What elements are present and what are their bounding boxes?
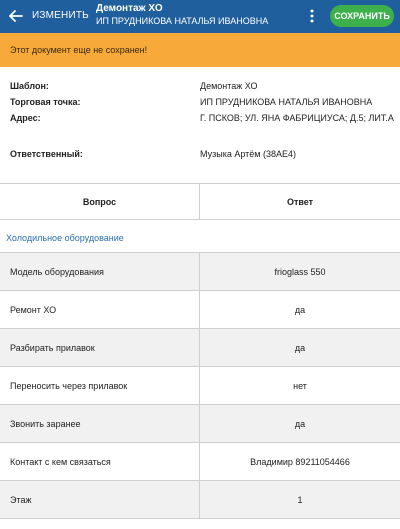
table-row[interactable] — [0, 405, 400, 443]
back-button[interactable] — [4, 4, 28, 28]
section-title: Холодильное оборудование — [6, 233, 124, 243]
info-value: ИП ПРУДНИКОВА НАТАЛЬЯ ИВАНОВНА — [200, 97, 373, 107]
info-value: Г. ПСКОВ; УЛ. ЯНА ФАБРИЦИУСА; Д.5; ЛИТ.А — [200, 113, 394, 123]
more-menu-button[interactable] — [306, 6, 318, 26]
question-cell: Разбирать прилавок — [0, 329, 200, 366]
warning-text: Этот документ еще не сохранен! — [10, 45, 148, 55]
question-cell: Ремонт ХО — [0, 291, 200, 328]
document-info — [0, 67, 400, 183]
answer-cell[interactable]: 1 — [297, 494, 303, 505]
header-answer: Ответ — [286, 197, 314, 207]
table-row[interactable] — [0, 291, 400, 329]
info-label: Ответственный: — [10, 149, 83, 159]
info-label: Шаблон: — [10, 81, 49, 91]
more-vertical-icon — [310, 9, 314, 23]
info-label: Адрес: — [10, 113, 41, 123]
table-row[interactable] — [0, 481, 400, 519]
table-row[interactable] — [0, 367, 400, 405]
page-title: Демонтаж ХО — [96, 3, 163, 14]
question-cell: Переносить через прилавок — [0, 367, 200, 404]
table-row[interactable] — [0, 329, 400, 367]
title-block — [96, 3, 296, 27]
info-value: Музыка Артём (38AE4) — [200, 149, 296, 159]
app-bar — [0, 0, 400, 33]
section-header — [0, 220, 400, 253]
question-cell: Модель оборудования — [0, 253, 200, 290]
info-value: Демонтаж ХО — [200, 81, 258, 91]
page-subtitle: ИП ПРУДНИКОВА НАТАЛЬЯ ИВАНОВНА — [96, 16, 269, 26]
question-cell: Контакт с кем связаться — [0, 443, 200, 480]
question-cell: Звонить заранее — [0, 405, 200, 442]
edit-button[interactable]: ИЗМЕНИТЬ — [32, 10, 89, 21]
table-row[interactable] — [0, 443, 400, 481]
answer-cell[interactable]: Владимир 89211054466 — [250, 456, 350, 467]
unsaved-warning-banner — [0, 33, 400, 67]
answer-cell[interactable]: frioglass 550 — [274, 266, 326, 277]
arrow-left-icon — [9, 9, 23, 23]
header-question: Вопрос — [0, 184, 200, 220]
answer-cell[interactable]: да — [294, 304, 306, 315]
save-button[interactable]: СОХРАНИТЬ — [330, 5, 394, 27]
info-label: Торговая точка: — [10, 97, 81, 107]
questions-table — [0, 183, 400, 519]
question-cell: Этаж — [0, 481, 200, 518]
answer-cell[interactable]: да — [294, 418, 306, 429]
answer-cell[interactable]: нет — [293, 380, 307, 391]
table-header — [0, 184, 400, 220]
table-row[interactable] — [0, 253, 400, 291]
answer-cell[interactable]: да — [294, 342, 306, 353]
